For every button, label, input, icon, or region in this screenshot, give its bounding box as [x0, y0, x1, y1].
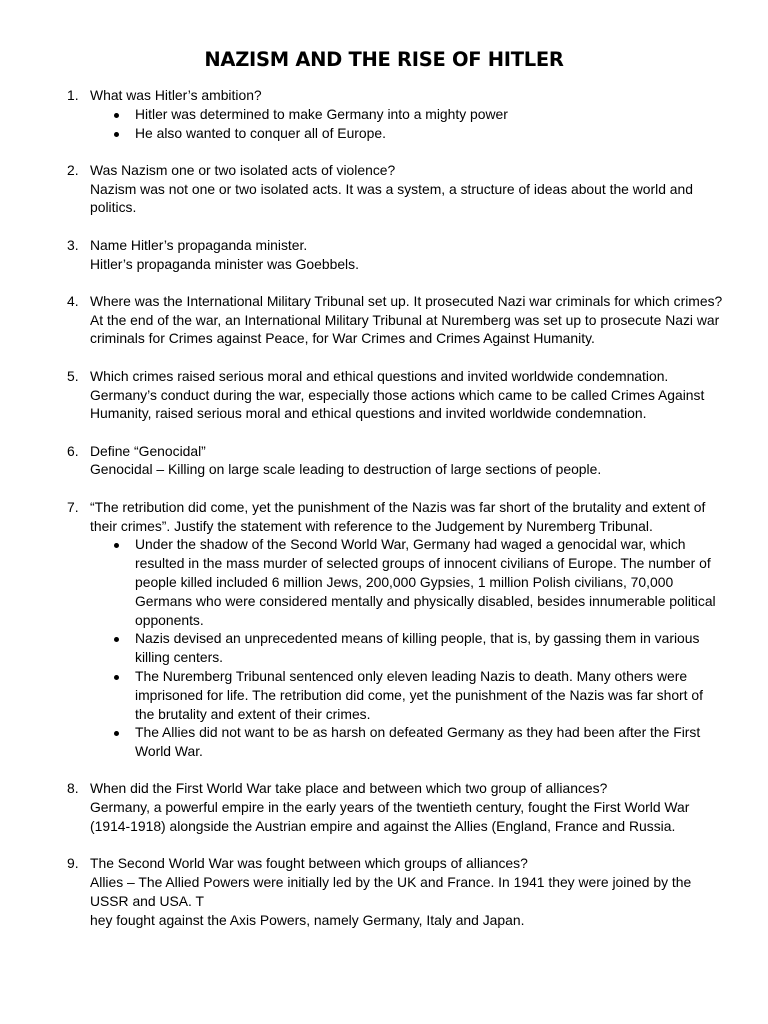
question-list — [0, 86, 768, 948]
question-number: 6. — [67, 442, 79, 459]
answer-text: Germany, a powerful empire in the early years of the twentieth century, fought the First World War (1914-1918) alongside the Austrian empire and against the Allies (England, France and Russia. — [90, 799, 690, 834]
question-item — [0, 236, 768, 274]
bullet-text: Hitler was determined to make Germany into a mighty power — [135, 105, 508, 122]
question-number: 7. — [67, 498, 79, 515]
question-item — [0, 86, 768, 142]
answer-text: At the end of the war, an International Military Tribunal at Nuremberg was set up to prosecute Nazi war criminals for Crimes against Peace, for War Crimes and Crimes Against Humanity. — [90, 311, 720, 347]
bullet-item — [90, 667, 725, 723]
question-body — [90, 779, 725, 835]
question-body — [90, 367, 725, 423]
bullet-point-icon — [114, 543, 119, 548]
question-item — [0, 779, 768, 835]
question-text: Define “Genocidal” — [90, 442, 206, 459]
answer-text: Genocidal – Killing on large scale leading to destruction of large sections of people. — [90, 461, 602, 478]
bullet-point-icon — [114, 731, 119, 736]
question-number: 4. — [67, 292, 79, 309]
question-text: What was Hitler’s ambition? — [90, 87, 262, 103]
bullet-point-icon — [114, 675, 119, 680]
question-text: “The retribution did come, yet the punishment of the Nazis was far short of the brutality and extent of their crimes”. Justify the statement with reference to the Judgement by Nuremberg Tribunal. — [90, 498, 706, 534]
question-number: 2. — [67, 161, 79, 178]
question-number: 9. — [67, 855, 79, 872]
bullet-point-icon — [114, 113, 119, 118]
bullet-item — [90, 124, 725, 143]
question-text: When did the First World War take place and between which two group of alliances? — [90, 780, 608, 797]
question-body — [90, 442, 725, 480]
page-title: NAZISM AND THE RISE OF HITLER — [204, 48, 564, 71]
bullet-text: Under the shadow of the Second World War, Germany had waged a genocidal war, which resulted in the mass murder of selected groups of innocent civilians of Europe. The number of people killed included 6 million Jews, 200,000 Gypsies, 1 million Polish civilians, 70,000 Germans who were considered mentally and physically disabled, besides innumerable political opponents. — [135, 536, 716, 628]
question-text: Name Hitler’s propaganda minister. — [90, 236, 308, 253]
answer-text: Hitler’s propaganda minister was Goebbels. — [90, 255, 359, 272]
question-item — [0, 292, 768, 348]
answer-text: Allies – The Allied Powers were initially led by the UK and France. In 1941 they were joined by the USSR and USA. T — [90, 874, 692, 909]
question-item — [0, 498, 768, 761]
bullet-text: The Nuremberg Tribunal sentenced only eleven leading Nazis to death. Many others were imprisoned for life. The retribution did come, yet the punishment of the Nazis was far short of the brutality and extent of their crimes. — [135, 667, 703, 722]
question-body — [90, 854, 725, 929]
bullet-list — [90, 535, 725, 761]
bullet-text: Nazis devised an unprecedented means of killing people, that is, by gassing them in various killing centers. — [135, 630, 700, 666]
question-item — [0, 161, 768, 217]
bullet-text: He also wanted to conquer all of Europe. — [135, 124, 386, 141]
question-item — [0, 854, 768, 929]
bullet-item — [90, 535, 725, 629]
question-body — [90, 292, 725, 348]
question-body — [90, 236, 725, 274]
bullet-text: The Allies did not want to be as harsh on defeated Germany as they had been after the First World War. — [135, 724, 701, 760]
question-number: 1. — [67, 87, 79, 103]
question-text: Where was the International Military Tribunal set up. It prosecuted Nazi war criminals for which crimes? — [90, 292, 723, 309]
question-number: 5. — [67, 367, 79, 384]
question-item — [0, 367, 768, 423]
question-body — [90, 161, 725, 217]
question-number: 8. — [67, 780, 79, 797]
bullet-point-icon — [114, 132, 119, 137]
question-text: The Second World War was fought between which groups of alliances? — [90, 855, 528, 872]
question-number: 3. — [67, 236, 79, 253]
question-text: Was Nazism one or two isolated acts of violence? — [90, 161, 396, 178]
question-text: Which crimes raised serious moral and ethical questions and invited worldwide condemnation. — [90, 367, 669, 384]
question-item — [0, 442, 768, 480]
bullet-item — [90, 723, 725, 761]
answer-text: hey fought against the Axis Powers, namely Germany, Italy and Japan. — [90, 911, 525, 928]
bullet-point-icon — [114, 637, 119, 642]
bullet-list — [90, 105, 725, 143]
question-body — [90, 86, 725, 142]
bullet-item — [90, 105, 725, 124]
answer-text: Germany’s conduct during the war, especially those actions which came to be called Crimes Against Humanity, raised serious moral and ethical questions and invited worldwide condemnation. — [90, 386, 705, 422]
question-body — [90, 498, 725, 761]
bullet-item — [90, 629, 725, 667]
answer-text: Nazism was not one or two isolated acts. It was a system, a structure of ideas about the world and politics. — [90, 180, 693, 216]
